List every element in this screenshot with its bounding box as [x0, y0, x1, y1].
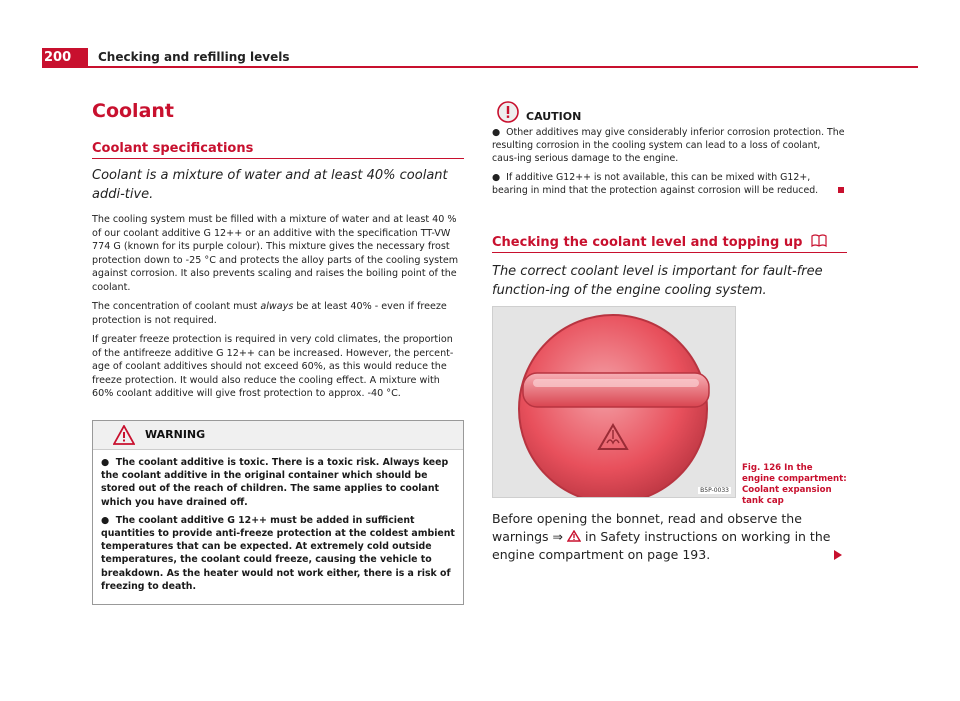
- section-title: Coolant: [92, 100, 174, 122]
- warning-item: ● The coolant additive is toxic. There is a toxic risk. Always keep the coolant additive in the original container which should be stored out of the reach of children. The same applies to coolant which you have drained off.: [101, 457, 449, 508]
- warning-triangle-icon: [113, 425, 135, 445]
- caution-circle-icon: [496, 100, 520, 124]
- figure-caption: Fig. 126 In the engine compartment: Coolant expansion tank cap: [742, 463, 847, 506]
- lead-text: Coolant is a mixture of water and at least 40% coolant addi-tive.: [92, 168, 448, 202]
- subheading-coolant-specs: Coolant specifications: [92, 141, 254, 156]
- continued-arrow-icon: [834, 550, 842, 560]
- warning-box: [92, 420, 464, 605]
- expansion-tank-cap-illustration: [493, 307, 735, 497]
- header-title: Checking and refilling levels: [98, 50, 290, 64]
- page-number: 200: [42, 48, 88, 68]
- caution-content: [492, 126, 847, 202]
- paragraph: The cooling system must be filled with a mixture of water and at least 40 % of our coolant additive G 12++ or an additive with the specification TT-VW 774 G (known for its purple colour). This mixture gives the necessary frost protection down to -25 °C and protects the alloy parts of the cooling system against corrosion. It also prevents scaling and raises the boiling point of the coolant.: [92, 214, 459, 293]
- caution-title: CAUTION: [526, 110, 582, 123]
- paragraph: If greater freeze protection is required in very cold climates, the proportion of the antifreeze additive G 12++ can be increased. However, the percent-age of coolant additives should not exceed 60%, as this would reduce the freeze protection. It would also reduce the cooling effect. A mixture with 60% coolant additive will give frost protection to approx. -40 °C.: [92, 334, 454, 399]
- subheading-rule: [492, 252, 847, 253]
- paragraph: The concentration of coolant must always be at least 40% - even if freeze protection is not required.: [92, 301, 447, 326]
- figure-code: B5P-0033: [700, 487, 729, 494]
- warning-content: [93, 450, 463, 604]
- body-text: [92, 213, 464, 407]
- warning-triangle-icon: [567, 530, 581, 542]
- book-icon: [811, 234, 827, 248]
- caution-item: ● If additive G12++ is not available, this can be mixed with G12+, bearing in mind that the protection against corrosion will be reduced.: [492, 171, 819, 196]
- header-rule: [86, 66, 918, 68]
- section-end-marker: [838, 187, 844, 193]
- warning-title: WARNING: [145, 428, 206, 441]
- figure-expansion-tank-cap: [492, 306, 736, 498]
- subheading-checking-coolant: Checking the coolant level and topping up: [492, 234, 827, 250]
- body-text: Before opening the bonnet, read and observe the warnings ⇒ in Safety instructions on working in the engine compartment on page 193.: [492, 511, 831, 562]
- caution-item: ● Other additives may give considerably inferior corrosion protection. The resulting corrosion in the cooling system can lead to a loss of coolant, caus-ing serious damage to the engine.: [492, 127, 845, 165]
- lead-text: The correct coolant level is important for fault-free function-ing of the engine cooling system.: [492, 264, 823, 298]
- warning-item: ● The coolant additive G 12++ must be added in sufficient quantities to provide anti-freeze protection at the coldest ambient temperatures that can be expected. At extremely cold outside temperatures, the coolant could freeze, causing the vehicle to breakdown. As the heater would not work either, there is a risk of freezing to death.: [101, 514, 455, 592]
- warning-header: [93, 421, 463, 450]
- subheading-rule: [92, 158, 464, 159]
